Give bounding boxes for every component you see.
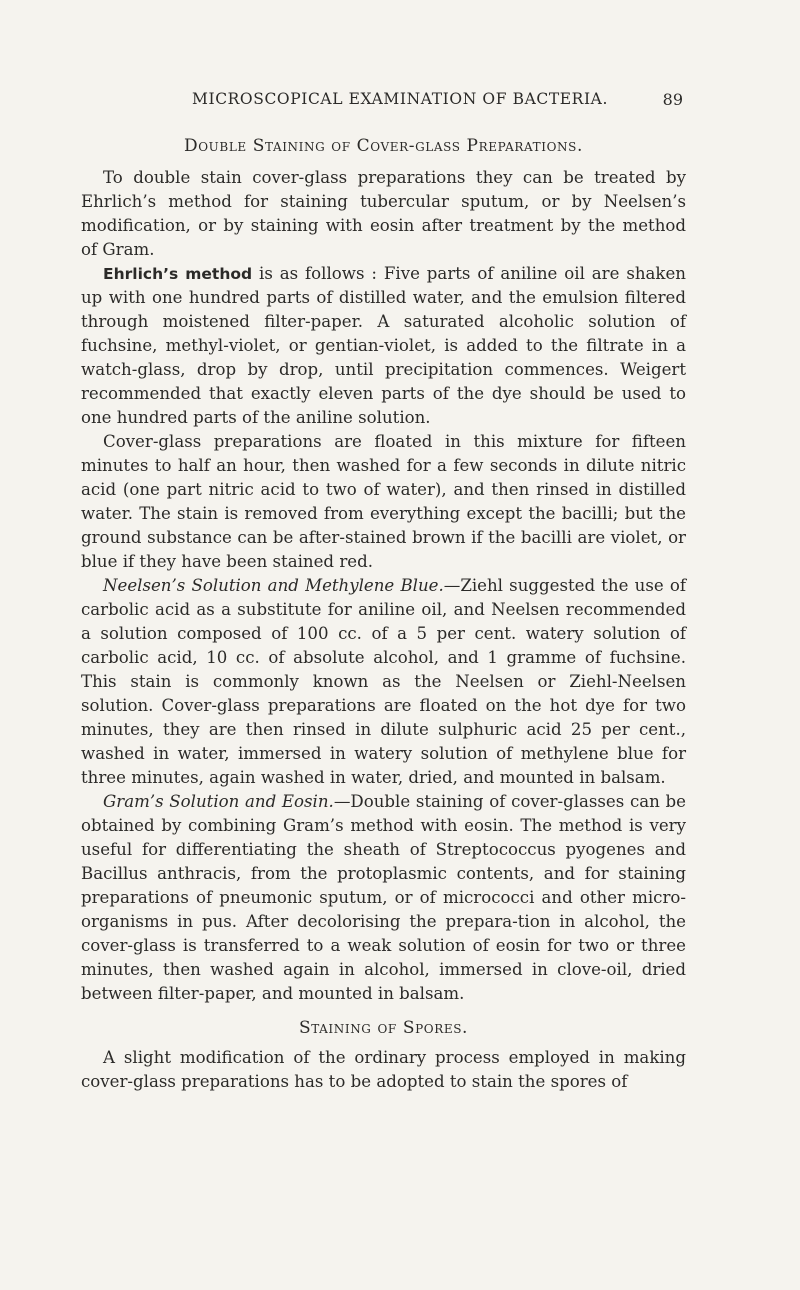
page-number: 89 [662,90,683,109]
running-head: MICROSCOPICAL EXAMINATION OF BACTERIA. [192,90,608,108]
paragraph-intro: To double stain cover-glass preparations they can be treated by Ehrlich’s method for staining tubercular sputum, or by Neelsen’s modification, or by staining with eosin after treatment by the method of Gram. [81,168,686,259]
ehrlich-method-text: is as follows : Five parts of aniline oil are shaken up with one hundred parts of distilled water, and the emulsion filtered through moistened filter-paper. A saturated alcoholic solution of fuchsine, methyl-violet, or gentian-violet, is added to the filtrate in a watch-glass, drop by drop, until precipitation commences. Weigert recommended that exactly eleven parts of the dye should be used to one hundred parts of the aniline solution. [81,264,686,427]
paragraph-cover-glass-floating: Cover-glass preparations are floated in this mixture for fifteen minutes to half an hour, then washed for a few seconds in dilute nitric acid (one part nitric acid to two of water), and then rinsed in distilled water. The stain is removed from everything except the bacilli; but the ground substance can be after-stained brown if the bacilli are violet, or blue if they have been stained red. [81,432,686,571]
paragraph-spores: A slight modification of the ordinary process employed in making cover-glass preparations has to be adopted to stain the spores of [81,1048,686,1091]
neelsen-solution-heading: Neelsen’s Solution and Methylene Blue. [103,576,444,595]
paragraph-ehrlich-method [81,262,686,430]
neelsen-solution-text: —Ziehl suggested the use of carbolic acid as a substitute for aniline oil, and Neelsen recommended a solution composed of 100 cc. of a 5 per cent. watery solution of carbolic acid, 10 cc. of absolute alcohol, and 1 gramme of fuchsine. This stain is commonly known as the Neelsen or Ziehl-Neelsen solution. Cover-glass preparations are floated on the hot dye for two minutes, they are then rinsed in dilute sulphuric acid 25 per cent., washed in water, immersed in watery solution of methylene blue for three minutes, again washed in water, dried, and mounted in balsam. [81,576,686,787]
ehrlich-method-heading: Ehrlich’s method [103,265,253,283]
paragraph-gram-solution [81,790,686,1006]
gram-solution-heading: Gram’s Solution and Eosin. [103,792,334,811]
section-title-spores: Staining of Spores. [298,1018,469,1038]
section-title-double-staining: Double Staining of Cover-glass Preparations. [184,136,583,156]
gram-solution-text: —Double staining of cover-glasses can be obtained by combining Gram’s method with eosin. The method is very useful for differentiating the sheath of Streptococcus pyogenes and Bacillus anthracis, from the protoplasmic contents, and for staining preparations of pneumonic sputum, or of micrococci and other micro-organisms in pus. After decolorising the prepara-tion in alcohol, the cover-glass is transferred to a weak solution of eosin for two or three minutes, then washed again in alcohol, immersed in clove-oil, dried between filter-paper, and mounted in balsam. [81,792,686,1003]
body-text [81,134,686,1094]
paragraph-neelsen-solution [81,574,686,790]
